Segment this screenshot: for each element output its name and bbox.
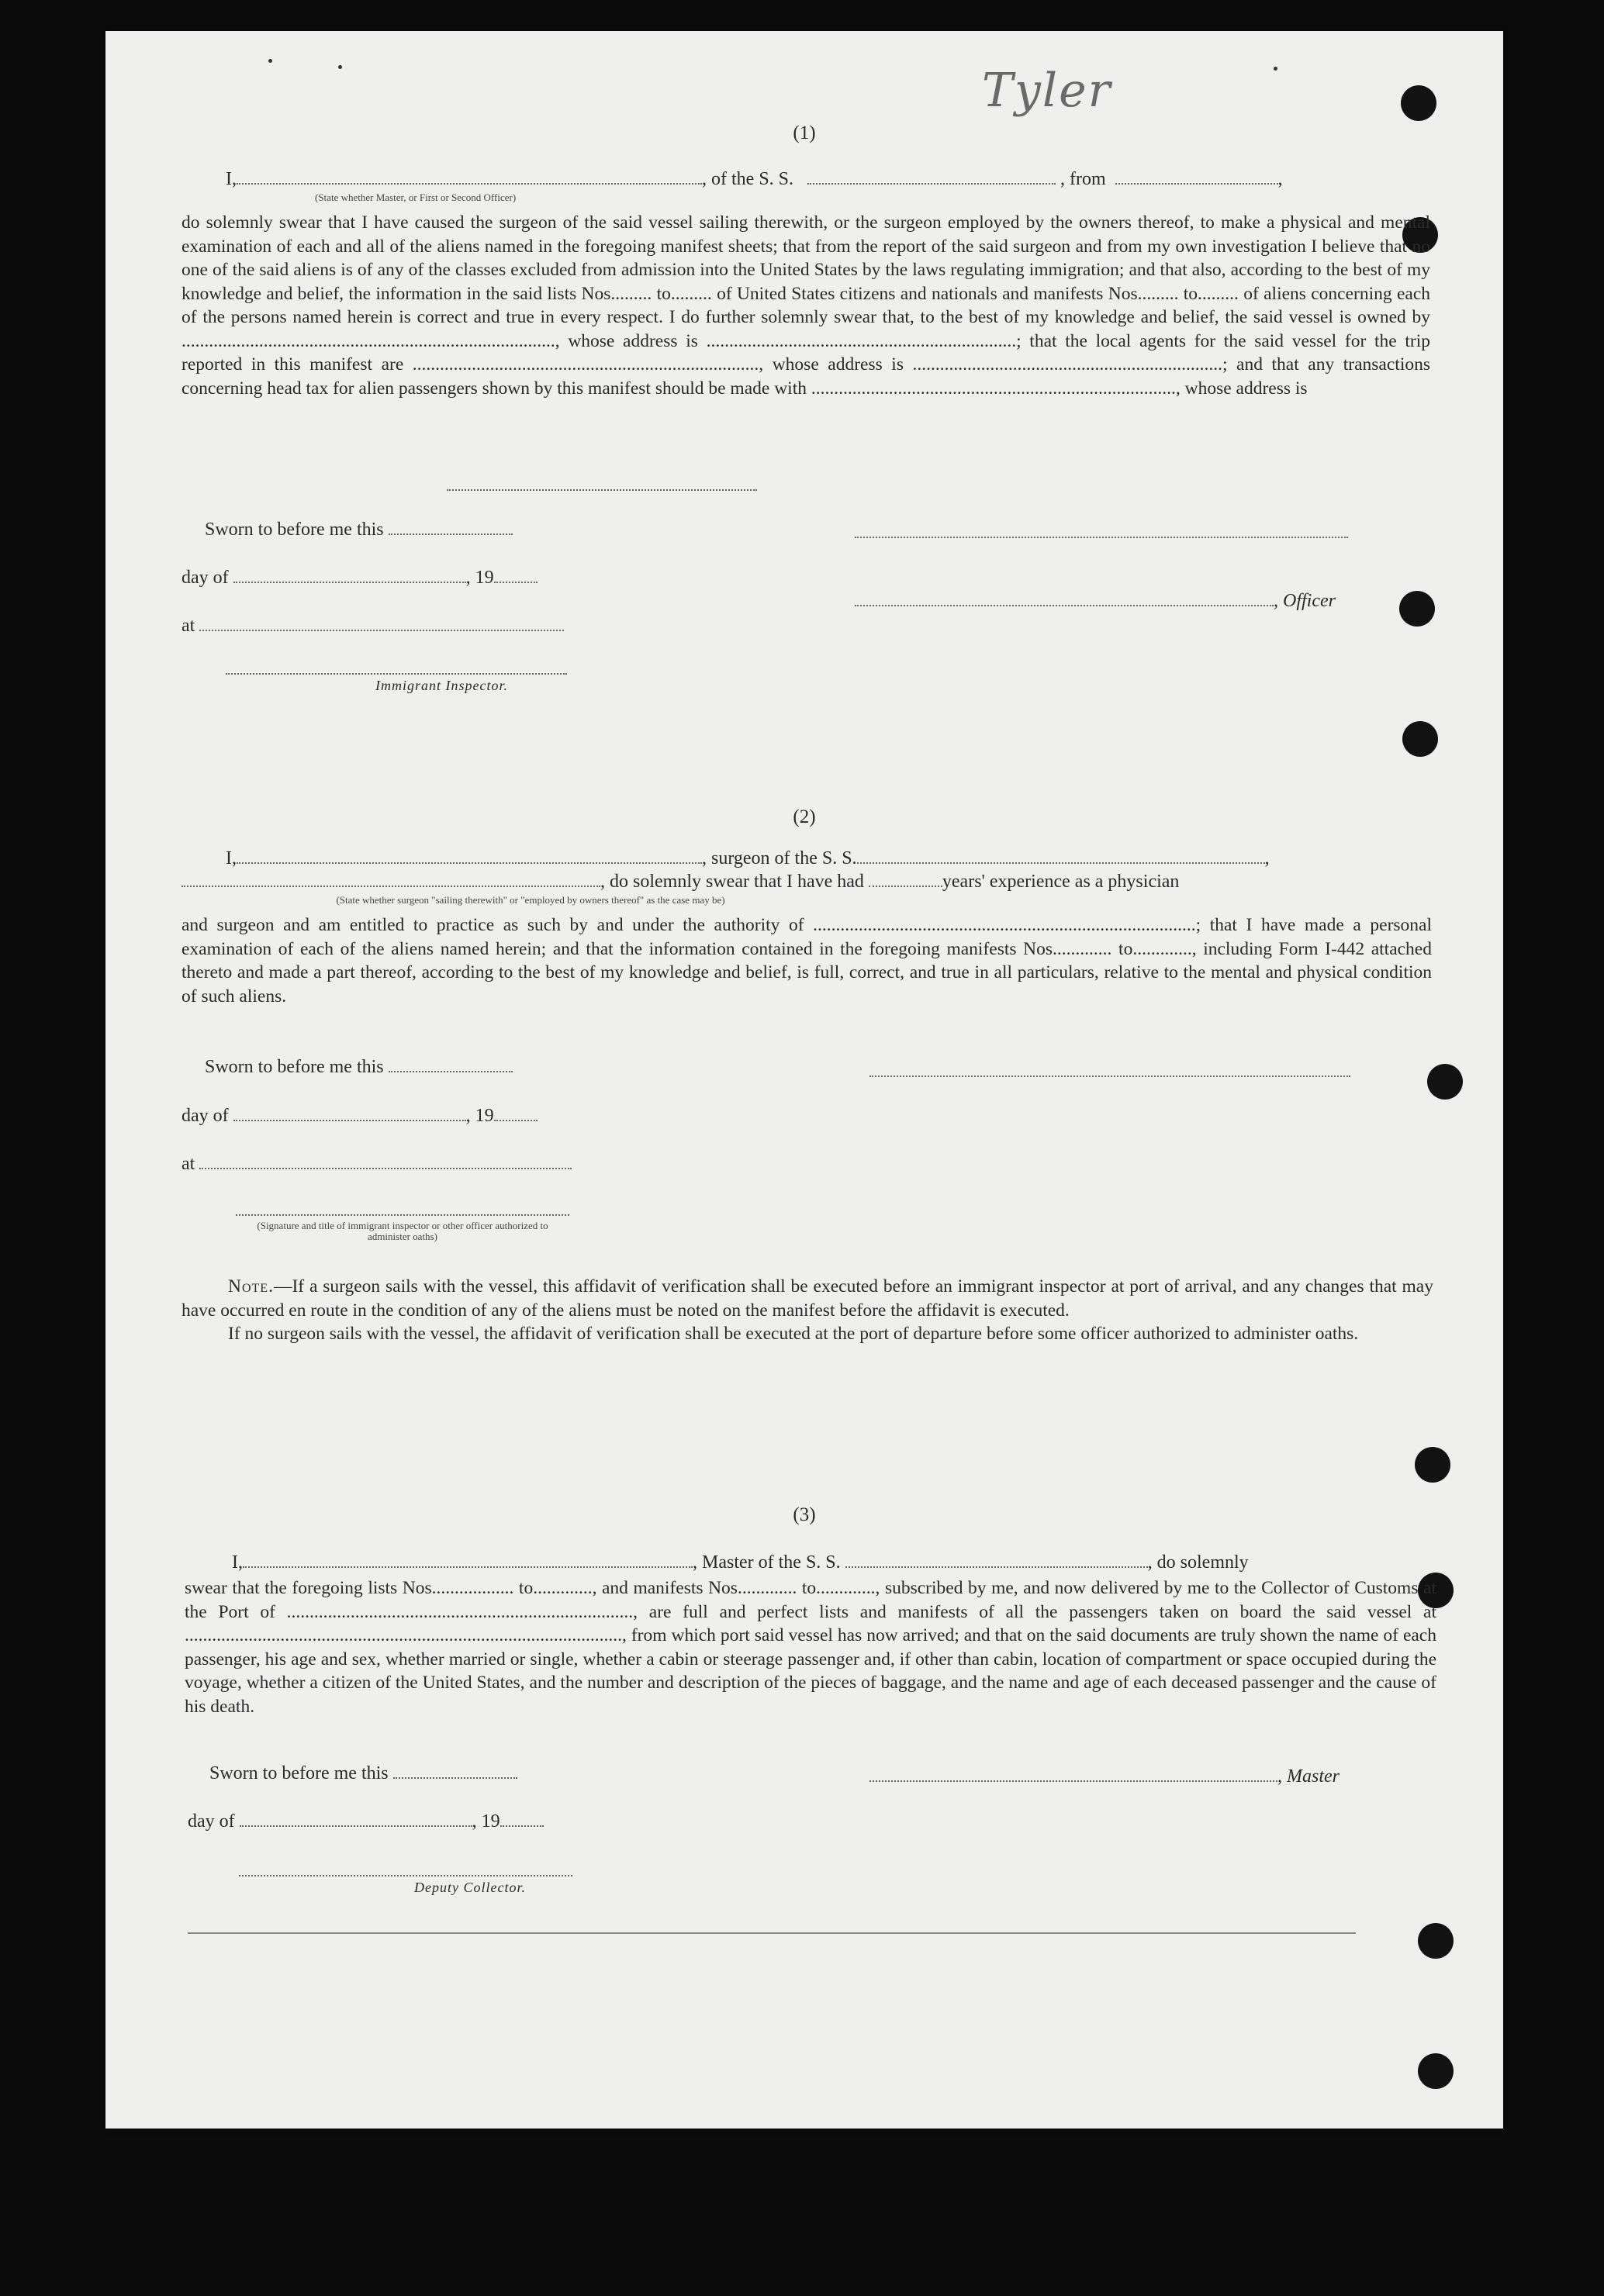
at-line-1 bbox=[181, 616, 564, 637]
label-years: years' experience as a physician bbox=[942, 872, 1180, 892]
blank-master-name[interactable] bbox=[243, 1552, 693, 1568]
blank-surgeon-status[interactable] bbox=[181, 872, 600, 887]
collector-signature-line[interactable] bbox=[239, 1875, 572, 1877]
section-3-master-line bbox=[232, 1552, 1249, 1573]
punch-hole bbox=[1415, 1447, 1450, 1483]
officer-line bbox=[855, 591, 1336, 612]
punch-hole bbox=[1401, 85, 1436, 121]
label-master-of-ss: , Master of the S. S. bbox=[693, 1552, 841, 1573]
signature-note: (Signature and title of immigrant inspector or other officer authorized to administer oaths) bbox=[257, 1220, 548, 1242]
sworn-label: Sworn to before me this bbox=[205, 1057, 384, 1077]
section-3-body bbox=[185, 1576, 1436, 1718]
section-1-text: do solemnly swear that I have caused the surgeon of the said vessel sailing therewith, or the surgeon employed by the owners thereof, to make a physical and mental examination of each and all of the aliens named in the foregoing manifest sheets; that from the report of the said surgeon and from my own investigation I believe that no one of the said aliens is of any of the classes excluded from admission into the United States by the laws regulating immigration; and that also, according to the best of my knowledge and belief, the information in the said lists Nos......... to......... of United States citizens and nationals and manifests Nos......... to......... of aliens concerning each of the persons named herein is correct and true in every respect. I do further solemnly swear that, to the best of my knowledge and belief, the said vessel is owned by .................................................................................., whose address is ....................................................................; that the local agents for the said vessel for the trip reported in this manifest are ............................................................................, whose address is ....................................................................; and that any transactions concerning head tax for alien passengers shown by this manifest should be made with ................................................................................, whose address is bbox=[181, 212, 1430, 399]
blank-at[interactable] bbox=[199, 1154, 572, 1169]
day-line-2 bbox=[181, 1106, 538, 1127]
blank-officer-signature[interactable] bbox=[855, 591, 1274, 606]
sworn-line-2 bbox=[205, 1057, 513, 1078]
punch-hole bbox=[1418, 2053, 1454, 2089]
blank-day[interactable] bbox=[240, 1811, 472, 1827]
blank-surgeon-name[interactable] bbox=[237, 848, 702, 864]
section-1-master-line: I, , of the S. S. , from , bbox=[226, 169, 1283, 189]
label-do-solemnly: , do solemnly bbox=[1147, 1552, 1249, 1573]
label-i: I, bbox=[226, 169, 237, 189]
label-i: I, bbox=[226, 848, 237, 868]
section-3-text: swear that the foregoing lists Nos.................. to............., and manifests Nos............. to............., subscribed by me, and now delivered by me to the Collector of Customs at the Port of ............................................................................, are full and perfect lists and manifests of all the passengers taken on board the said vessel at ................................................................................................, from which port said vessel has now arrived; and that on the said documents are truly shown the name of each passenger, his age and sex, whether married or single, whether a cabin or steerage passenger and, if other than cabin, location of compartment or space occupied during the voyage, whether a citizen of the United States, and the number and description of the pieces of baggage, and the name and age of each deceased passenger and the cause of his death. bbox=[185, 1578, 1436, 1717]
sworn-line-1 bbox=[205, 520, 513, 540]
blank-day[interactable] bbox=[233, 1106, 466, 1121]
note-label: Note. bbox=[228, 1276, 274, 1296]
label-swear: , do solemnly swear that I have had bbox=[600, 872, 864, 892]
sworn-label: Sworn to before me this bbox=[205, 520, 384, 540]
section-3-number: (3) bbox=[793, 1504, 816, 1525]
handwritten-annotation: Tyler bbox=[982, 64, 1112, 118]
year-label: , 19 bbox=[472, 1811, 500, 1832]
master-signature-line bbox=[869, 1766, 1340, 1787]
section-2-note bbox=[181, 1275, 1433, 1346]
day-line-3 bbox=[188, 1811, 544, 1832]
blank-sworn-date[interactable] bbox=[389, 1057, 513, 1072]
year-label: , 19 bbox=[465, 568, 494, 588]
blank-year[interactable] bbox=[494, 1106, 538, 1121]
blank-vessel[interactable] bbox=[807, 169, 1056, 185]
punch-hole bbox=[1399, 591, 1435, 627]
at-label: at bbox=[181, 616, 195, 636]
blank-from-port[interactable] bbox=[1115, 169, 1278, 185]
punch-hole bbox=[1418, 1923, 1454, 1959]
section-1-number: (1) bbox=[793, 123, 816, 143]
label-i: I, bbox=[232, 1552, 243, 1573]
document-sheet bbox=[105, 31, 1503, 2129]
section-1-body bbox=[181, 211, 1430, 400]
blank-name[interactable] bbox=[237, 169, 702, 185]
sworn-label: Sworn to before me this bbox=[209, 1763, 389, 1783]
note-text: —If a surgeon sails with the vessel, this affidavit of verification shall be executed before an immigrant inspector at port of arrival, and any changes that may have occurred en route in the condition of any of the aliens must be noted on the manifest before the affidavit is executed. bbox=[181, 1276, 1433, 1321]
section-2-number: (2) bbox=[793, 806, 816, 827]
at-label: at bbox=[181, 1154, 195, 1174]
inspector-signature-line-2[interactable] bbox=[236, 1214, 569, 1216]
blank-sworn-date[interactable] bbox=[389, 520, 513, 535]
note-text-2: If no surgeon sails with the vessel, the affidavit of verification shall be executed at the port of departure before some officer authorized to administer oaths. bbox=[228, 1324, 1359, 1344]
day-line-1 bbox=[181, 568, 538, 589]
officer-label: , Officer bbox=[1274, 591, 1336, 611]
label-surgeon-of-ss: , surgeon of the S. S. bbox=[702, 848, 857, 868]
blank-master-signature[interactable] bbox=[869, 1766, 1277, 1782]
blank-day[interactable] bbox=[233, 568, 466, 583]
year-label: , 19 bbox=[465, 1106, 494, 1126]
label-from: , from bbox=[1060, 169, 1106, 189]
day-of-label: day of bbox=[188, 1811, 235, 1832]
speck bbox=[338, 65, 342, 69]
section-2-surgeon-line: I, , surgeon of the S. S. , bbox=[226, 848, 1270, 868]
punch-hole bbox=[1402, 721, 1438, 757]
inspector-label: Immigrant Inspector. bbox=[375, 678, 508, 693]
inspector-signature-line[interactable] bbox=[226, 673, 567, 675]
section-2-swear-line bbox=[181, 872, 1179, 893]
blank-surgeon-vessel[interactable] bbox=[857, 848, 1265, 864]
blank-address-continued[interactable] bbox=[447, 489, 757, 491]
blank-sworn-date[interactable] bbox=[393, 1763, 517, 1779]
blank-at[interactable] bbox=[199, 616, 564, 631]
at-line-2 bbox=[181, 1154, 572, 1175]
day-of-label: day of bbox=[181, 1106, 229, 1126]
section-2-text: and surgeon and am entitled to practice as such by and under the authority of ....................................................................................; that I have made a personal examination of each of the aliens named herein; and that the information contained in the foregoing manifests Nos............. to............., including Form I-442 attached thereto and made a part thereof, according to the best of my knowledge and belief, is full, correct, and true in all particulars, relative to the mental and physical condition of such aliens. bbox=[181, 915, 1432, 1006]
blank-year[interactable] bbox=[500, 1811, 544, 1827]
blank-years[interactable] bbox=[869, 872, 942, 887]
officer-note: (State whether Master, or First or Second Officer) bbox=[315, 192, 517, 203]
collector-label: Deputy Collector. bbox=[414, 1880, 526, 1895]
blank-master-vessel[interactable] bbox=[845, 1552, 1148, 1568]
surgeon-signature-line[interactable] bbox=[869, 1075, 1350, 1077]
master-label: , Master bbox=[1277, 1766, 1340, 1787]
bottom-rule bbox=[188, 1932, 1356, 1934]
punch-hole bbox=[1427, 1064, 1463, 1100]
day-of-label: day of bbox=[181, 568, 229, 588]
sworn-line-3 bbox=[209, 1763, 517, 1784]
speck bbox=[1274, 67, 1277, 71]
surgeon-note: (State whether surgeon "sailing therewith" or "employed by owners thereof" as the case may be) bbox=[336, 894, 725, 906]
signature-line[interactable] bbox=[855, 537, 1348, 538]
speck bbox=[268, 59, 272, 63]
blank-year[interactable] bbox=[494, 568, 538, 583]
section-2-body bbox=[181, 913, 1432, 1008]
label-of-ss: , of the S. S. bbox=[702, 169, 794, 189]
